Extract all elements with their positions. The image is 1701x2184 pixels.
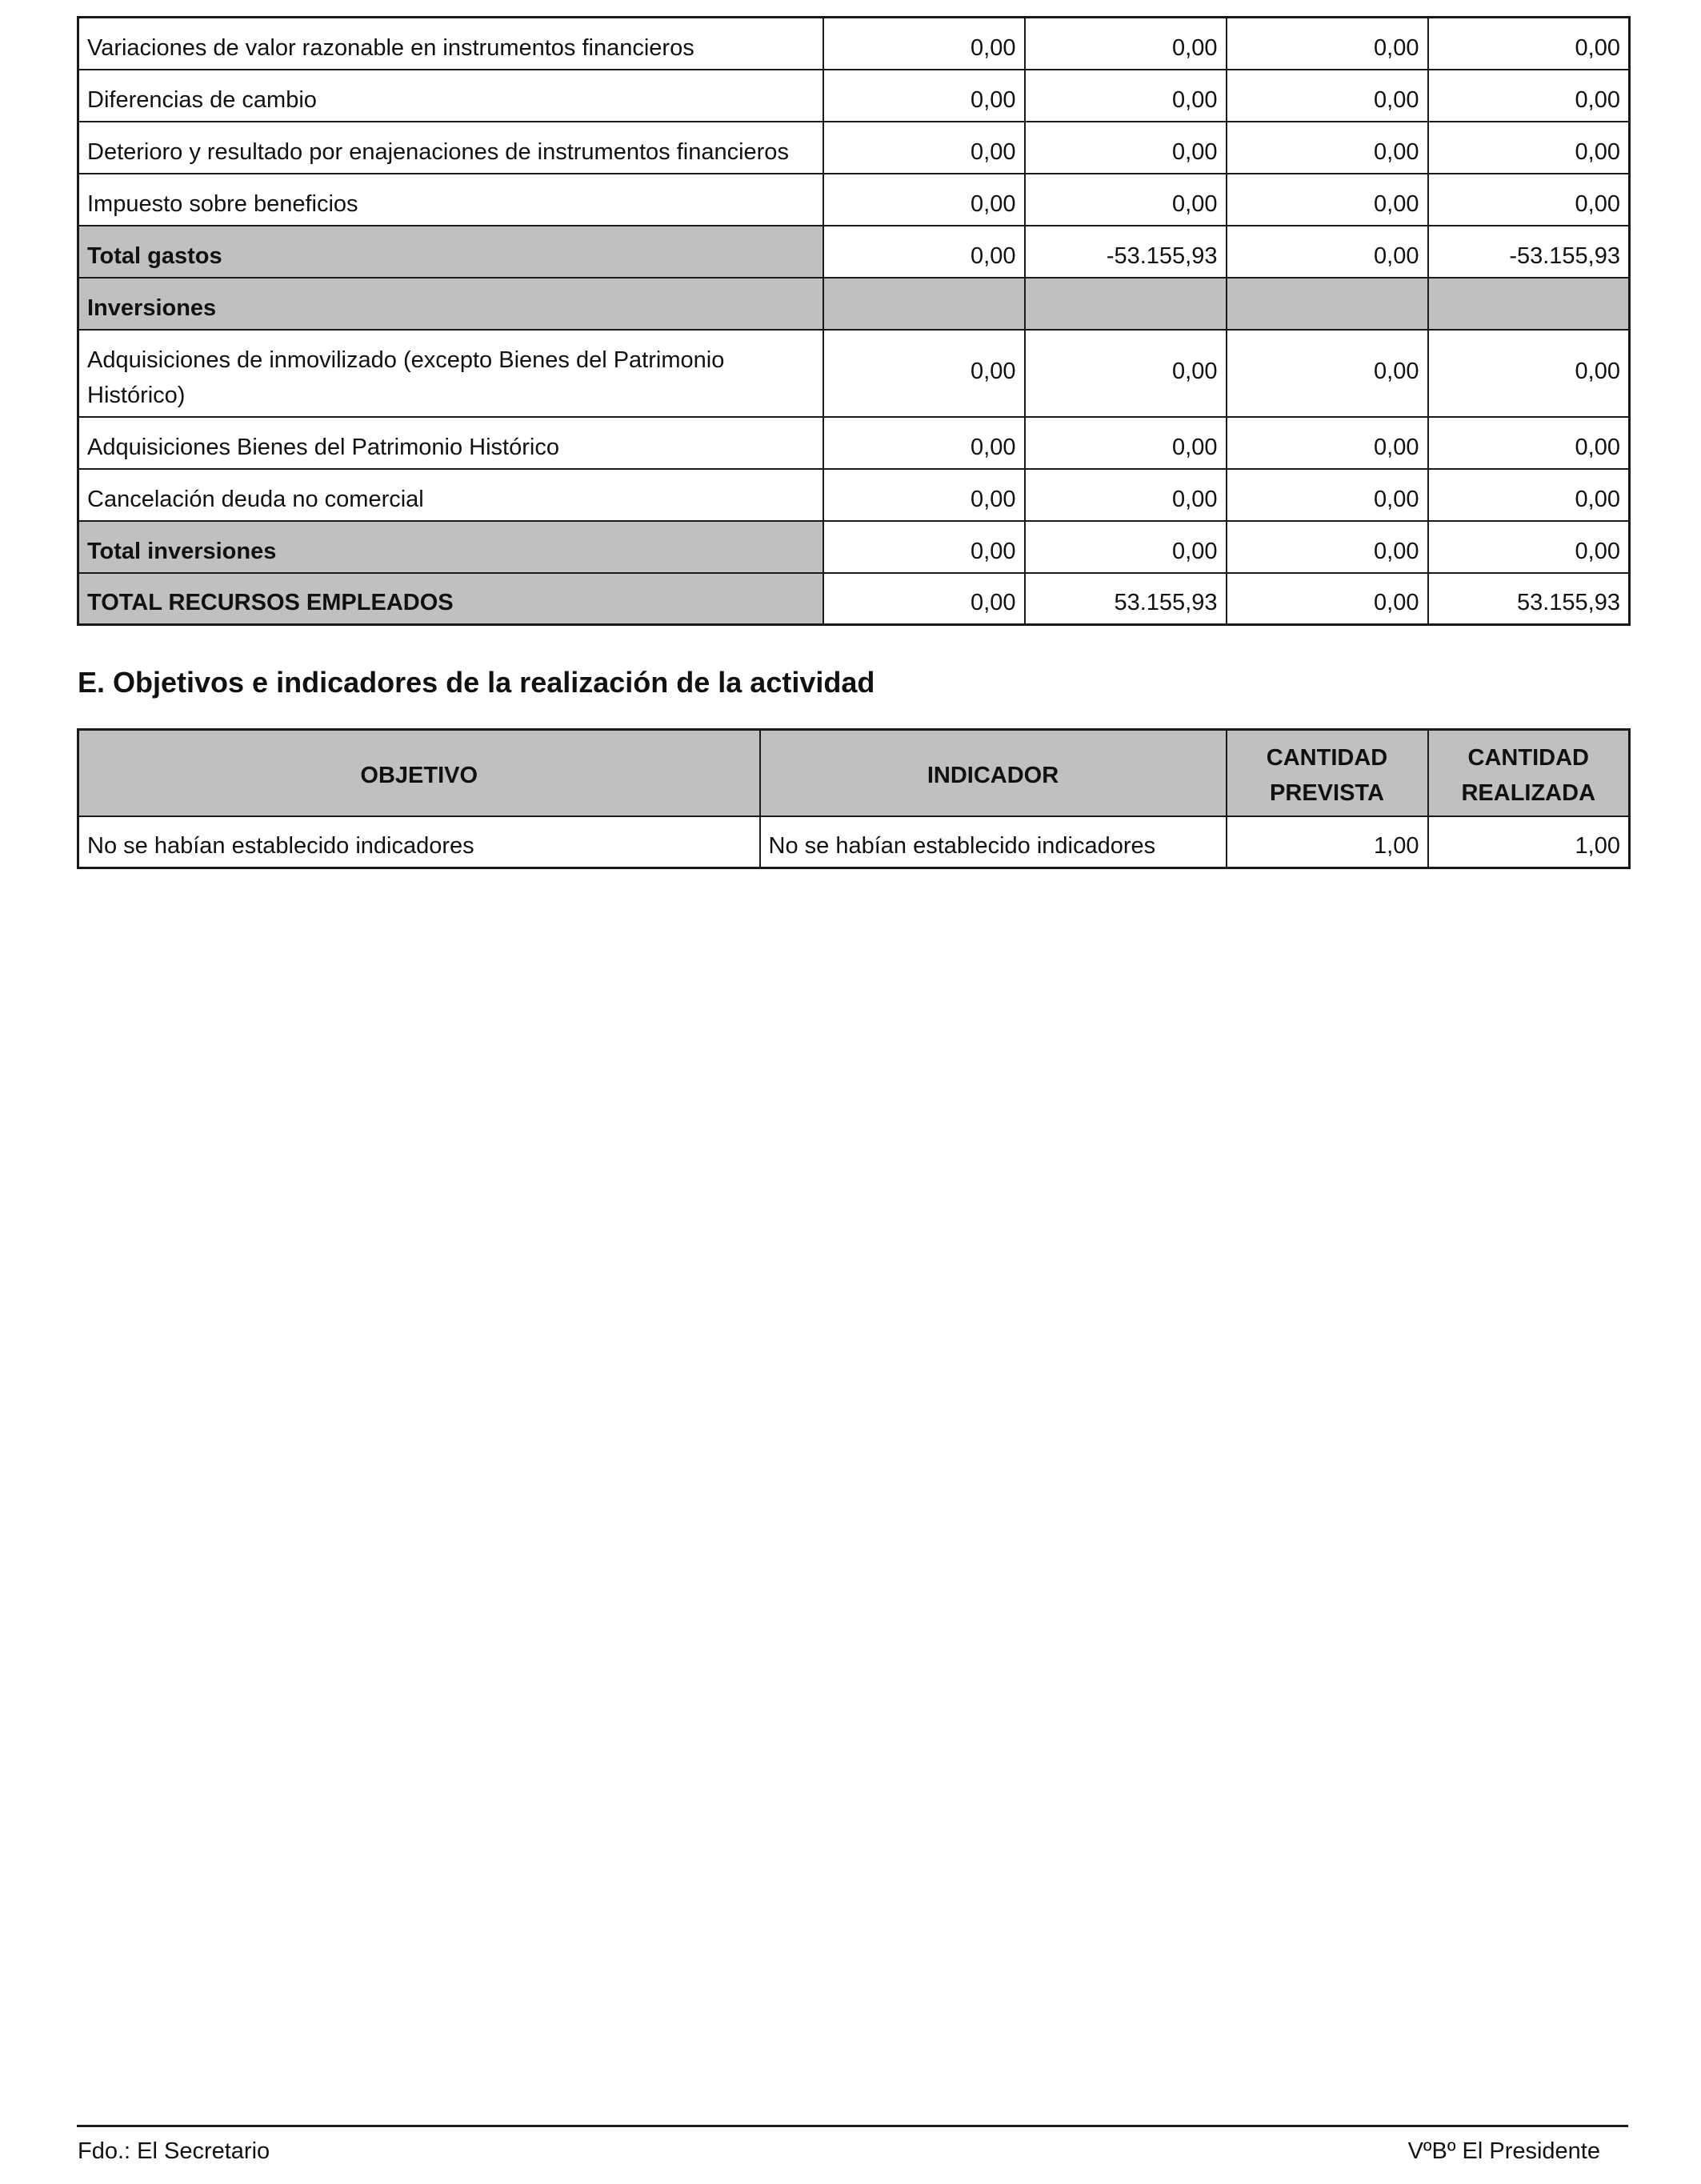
value-cell: 0,00 xyxy=(1227,573,1428,625)
objective-cell: No se habían establecido indicadores xyxy=(78,816,760,868)
total-inversiones-row xyxy=(78,521,1630,573)
empty-cell xyxy=(823,278,1025,330)
value-cell: 0,00 xyxy=(1227,174,1428,226)
empty-cell xyxy=(1428,278,1630,330)
value-cell: 0,00 xyxy=(823,330,1025,417)
row-label: Adquisiciones Bienes del Patrimonio Histórico xyxy=(78,417,823,469)
value-cell: 0,00 xyxy=(1428,174,1630,226)
value-cell: 0,00 xyxy=(1227,469,1428,521)
achieved-cell: 1,00 xyxy=(1428,816,1630,868)
value-cell: 0,00 xyxy=(1227,417,1428,469)
value-cell: 0,00 xyxy=(823,174,1025,226)
row-label: TOTAL RECURSOS EMPLEADOS xyxy=(78,573,823,625)
table-row xyxy=(78,70,1630,122)
indicator-cell: No se habían establecido indicadores xyxy=(760,816,1227,868)
value-cell: -53.155,93 xyxy=(1428,226,1630,278)
column-header-planned xyxy=(1227,730,1428,816)
value-cell: 0,00 xyxy=(823,18,1025,70)
header-line: REALIZADA xyxy=(1461,779,1596,806)
value-cell: 0,00 xyxy=(1428,122,1630,174)
column-header-achieved xyxy=(1428,730,1630,816)
value-cell: 0,00 xyxy=(1025,18,1227,70)
resources-table xyxy=(77,16,1631,626)
row-label: Impuesto sobre beneficios xyxy=(78,174,823,226)
value-cell: 0,00 xyxy=(1025,521,1227,573)
table-row xyxy=(78,18,1630,70)
header-line: CANTIDAD xyxy=(1467,744,1589,771)
value-cell: 0,00 xyxy=(1025,122,1227,174)
row-label: Deterioro y resultado por enajenaciones de instrumentos financieros xyxy=(78,122,823,174)
value-cell: 0,00 xyxy=(1025,417,1227,469)
row-label: Adquisiciones de inmovilizado (excepto Bienes del Patrimonio Histórico) xyxy=(78,330,823,417)
value-cell: 0,00 xyxy=(823,469,1025,521)
table-row xyxy=(78,330,1630,417)
value-cell: 0,00 xyxy=(1428,18,1630,70)
value-cell: 0,00 xyxy=(1428,469,1630,521)
row-label: Total inversiones xyxy=(78,521,823,573)
row-label: Cancelación deuda no comercial xyxy=(78,469,823,521)
value-cell: 0,00 xyxy=(1025,330,1227,417)
column-header-objective: OBJETIVO xyxy=(78,730,760,816)
value-cell: 0,00 xyxy=(1025,469,1227,521)
header-line: PREVISTA xyxy=(1270,779,1384,806)
planned-cell: 1,00 xyxy=(1227,816,1428,868)
table-row xyxy=(78,469,1630,521)
table-row xyxy=(78,816,1630,868)
value-cell: 0,00 xyxy=(823,70,1025,122)
value-cell: -53.155,93 xyxy=(1025,226,1227,278)
header-line: CANTIDAD xyxy=(1266,744,1388,771)
value-cell: 0,00 xyxy=(1428,417,1630,469)
value-cell: 0,00 xyxy=(823,417,1025,469)
value-cell: 0,00 xyxy=(1227,521,1428,573)
signature-secretary: Fdo.: El Secretario xyxy=(78,2138,270,2164)
row-label: Total gastos xyxy=(78,226,823,278)
objectives-table xyxy=(77,728,1631,869)
value-cell: 0,00 xyxy=(1428,330,1630,417)
inversiones-header-row xyxy=(78,278,1630,330)
empty-cell xyxy=(1025,278,1227,330)
value-cell: 0,00 xyxy=(1227,18,1428,70)
footer-divider xyxy=(77,2125,1628,2127)
value-cell: 0,00 xyxy=(823,521,1025,573)
value-cell: 0,00 xyxy=(823,226,1025,278)
value-cell: 0,00 xyxy=(1227,122,1428,174)
value-cell: 0,00 xyxy=(1025,174,1227,226)
value-cell: 53.155,93 xyxy=(1025,573,1227,625)
value-cell: 0,00 xyxy=(1227,70,1428,122)
value-cell: 53.155,93 xyxy=(1428,573,1630,625)
value-cell: 0,00 xyxy=(823,573,1025,625)
table-row xyxy=(78,122,1630,174)
value-cell: 0,00 xyxy=(1428,70,1630,122)
value-cell: 0,00 xyxy=(1227,330,1428,417)
empty-cell xyxy=(1227,278,1428,330)
column-header-indicator: INDICADOR xyxy=(760,730,1227,816)
value-cell: 0,00 xyxy=(1428,521,1630,573)
table-header-row xyxy=(78,730,1630,816)
table-row xyxy=(78,174,1630,226)
value-cell: 0,00 xyxy=(823,122,1025,174)
section-title: E. Objetivos e indicadores de la realización de la actividad xyxy=(78,666,875,699)
section-label: Inversiones xyxy=(78,278,823,330)
row-label: Variaciones de valor razonable en instrumentos financieros xyxy=(78,18,823,70)
value-cell: 0,00 xyxy=(1227,226,1428,278)
total-recursos-row xyxy=(78,573,1630,625)
value-cell: 0,00 xyxy=(1025,70,1227,122)
signature-president: VºBº El Presidente xyxy=(1407,2138,1600,2164)
total-gastos-row xyxy=(78,226,1630,278)
row-label: Diferencias de cambio xyxy=(78,70,823,122)
table-row xyxy=(78,417,1630,469)
